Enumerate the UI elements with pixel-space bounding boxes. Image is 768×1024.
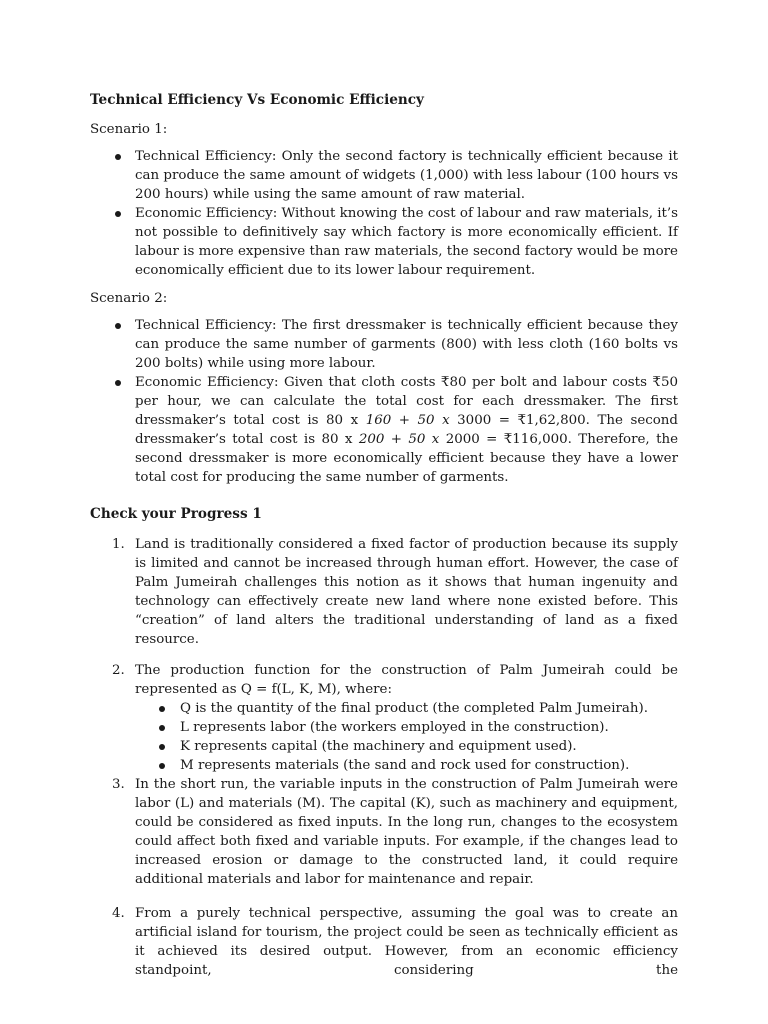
- sub-list-item: M represents materials (the sand and rock used for construction).: [135, 756, 678, 775]
- list-item: [90, 904, 678, 980]
- item-number: 4.: [112, 906, 125, 921]
- text-run: Economic Efficiency: Given that cloth costs ₹80 per bolt and labour costs ₹50 per hour, we can calculate the total cost for each dressmaker. The first dressmaker’s total cost is 80 x: [135, 375, 678, 428]
- item-text: The production function for the construction of Palm Jumeirah could be represented as Q = f(L, K, M), where:: [135, 663, 678, 697]
- list-item: [90, 775, 678, 889]
- item-number: 2.: [112, 663, 125, 678]
- list-item: [90, 535, 678, 649]
- scenario-2-label: Scenario 2:: [90, 291, 168, 306]
- scenario-1-label: Scenario 1:: [90, 122, 168, 137]
- sub-list-item: L represents labor (the workers employed in the construction).: [135, 718, 678, 737]
- progress-list: [90, 535, 678, 980]
- document-content: [90, 90, 678, 980]
- item-text: From a purely technical perspective, assuming the goal was to create an artificial island for tourism, the project could be seen as technically efficient as it achieved its desired output. However, from an economic efficiency standpoint, considering the: [135, 906, 678, 978]
- scenario-1-list: [90, 147, 678, 280]
- item-text: In the short run, the variable inputs in the construction of Palm Jumeirah were labor (L) and materials (M). The capital (K), such as machinery and equipment, could be considered as fixed inputs. In the long run, changes to the ecosystem could affect both fixed and variable inputs. For example, if the changes lead to increased erosion or damage to the constructed land, it could require additional materials and labor for maintenance and repair.: [135, 777, 678, 887]
- list-item: Economic Efficiency: Without knowing the cost of labour and raw materials, it’s not possible to definitively say which factory is more economically efficient. If labour is more expensive than raw materials, the second factory would be more economically efficient due to its lower labour requirement.: [90, 204, 678, 280]
- list-item: Technical Efficiency: Only the second factory is technically efficient because it can produce the same amount of widgets (1,000) with less labour (100 hours vs 200 hours) while using the same amount of raw material.: [90, 147, 678, 204]
- list-item: Technical Efficiency: The first dressmaker is technically efficient because they can produce the same number of garments (800) with less cloth (160 bolts vs 200 bolts) while using more labour.: [90, 316, 678, 373]
- item-number: 1.: [112, 537, 125, 552]
- italic-run: 200 + 50 x: [358, 432, 440, 447]
- scenario-2-list: [90, 316, 678, 487]
- sub-list-item: Q is the quantity of the final product (the completed Palm Jumeirah).: [135, 699, 678, 718]
- list-item: [90, 661, 678, 775]
- sub-list: [135, 699, 678, 775]
- sub-list-item: K represents capital (the machinery and equipment used).: [135, 737, 678, 756]
- item-text: Land is traditionally considered a fixed factor of production because its supply is limited and cannot be increased through human effort. However, the case of Palm Jumeirah challenges this notion as it shows that human ingenuity and technology can effectively create new land where none existed before. This “creation” of land alters the traditional understanding of land as a fixed resource.: [135, 537, 678, 647]
- document-title: Technical Efficiency Vs Economic Efficiency: [90, 92, 424, 108]
- list-item: [90, 373, 678, 487]
- text-run: 3000 = ₹1,62,800. The second dressmaker’s total cost is 80 x: [135, 413, 678, 447]
- section-heading: Check your Progress 1: [90, 506, 262, 522]
- item-number: 3.: [112, 777, 125, 792]
- italic-run: 160 + 50 x: [365, 413, 450, 428]
- text-run: 2000 = ₹116,000. Therefore, the second dressmaker is more economically efficient because they have a lower total cost for producing the same number of garments.: [135, 432, 678, 485]
